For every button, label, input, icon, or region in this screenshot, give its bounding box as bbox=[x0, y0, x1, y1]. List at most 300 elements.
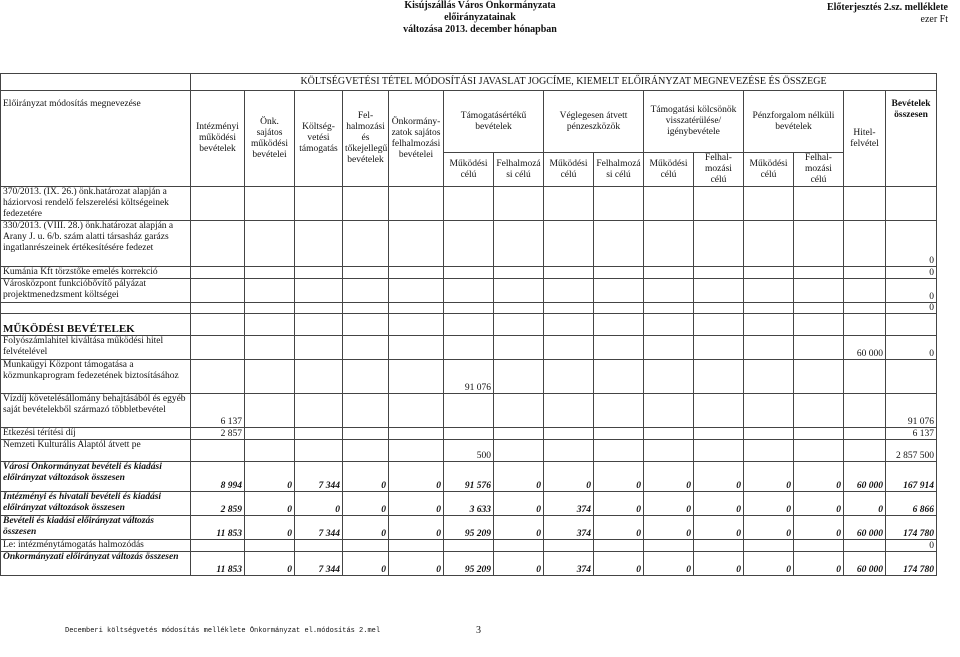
value-cell: 2 859 bbox=[191, 492, 245, 516]
value-cell bbox=[295, 394, 343, 428]
value-cell: 0 bbox=[794, 552, 844, 576]
value-cell: 11 853 bbox=[191, 552, 245, 576]
table-row bbox=[1, 336, 937, 360]
value-cell bbox=[694, 187, 744, 221]
value-cell: 0 bbox=[494, 552, 544, 576]
value-cell bbox=[744, 540, 794, 552]
value-cell bbox=[295, 314, 343, 336]
value-cell bbox=[694, 303, 744, 314]
value-cell: 0 bbox=[494, 462, 544, 492]
value-cell bbox=[694, 360, 744, 394]
value-cell bbox=[544, 394, 594, 428]
value-cell bbox=[343, 221, 389, 267]
value-cell: 7 344 bbox=[295, 462, 343, 492]
value-cell: 167 914 bbox=[886, 462, 937, 492]
value-cell bbox=[744, 267, 794, 279]
value-cell bbox=[494, 279, 544, 303]
value-cell: 0 bbox=[295, 492, 343, 516]
value-cell bbox=[594, 221, 644, 267]
row-label: Bevételi és kiadási előirányzat változás összesen bbox=[1, 516, 191, 540]
value-cell bbox=[245, 303, 295, 314]
value-cell: 0 bbox=[343, 552, 389, 576]
value-cell: 0 bbox=[644, 492, 694, 516]
value-cell: 6 866 bbox=[886, 492, 937, 516]
value-cell bbox=[744, 314, 794, 336]
value-cell bbox=[644, 303, 694, 314]
sub-header: Felhal-mozási célú bbox=[694, 153, 744, 187]
value-cell bbox=[343, 314, 389, 336]
value-cell bbox=[594, 336, 644, 360]
value-cell: 0 bbox=[343, 492, 389, 516]
value-cell bbox=[794, 221, 844, 267]
value-cell bbox=[191, 279, 245, 303]
value-cell bbox=[245, 540, 295, 552]
value-cell bbox=[295, 336, 343, 360]
value-cell bbox=[389, 428, 444, 440]
value-cell bbox=[444, 314, 494, 336]
value-cell bbox=[245, 221, 295, 267]
table-row bbox=[1, 279, 937, 303]
value-cell bbox=[794, 428, 844, 440]
value-cell: 0 bbox=[245, 492, 295, 516]
value-cell bbox=[544, 221, 594, 267]
value-cell: 0 bbox=[389, 462, 444, 492]
col-header-credit: Hitel-felvétel bbox=[844, 91, 886, 187]
value-cell bbox=[844, 440, 886, 462]
table-row bbox=[1, 187, 937, 221]
value-cell bbox=[494, 336, 544, 360]
row-label: Kumánia Kft törzstőke emelés korrekció bbox=[1, 267, 191, 279]
value-cell bbox=[794, 187, 844, 221]
value-cell bbox=[245, 187, 295, 221]
value-cell bbox=[644, 394, 694, 428]
value-cell: 0 bbox=[644, 516, 694, 540]
value-cell bbox=[444, 187, 494, 221]
sub-header: Felhalmozá si célú bbox=[494, 153, 544, 187]
row-label: Vízdíj követelésállomány behajtásából és egyéb saját bevételekből származó többletbevétel bbox=[1, 394, 191, 428]
col-header-noncash: Pénzforgalom nélküli bevételek bbox=[744, 91, 844, 153]
value-cell: 0 bbox=[694, 552, 744, 576]
row-label: Munkaügyi Központ támogatása a közmunkaprogram fedezetének biztosításához bbox=[1, 360, 191, 394]
row-label: Le: intézménytámogatás halmozódás bbox=[1, 540, 191, 552]
value-cell: 3 633 bbox=[444, 492, 494, 516]
value-cell bbox=[544, 314, 594, 336]
row-label: Önkormányzati előirányzat változás összesen bbox=[1, 552, 191, 576]
value-cell bbox=[694, 267, 744, 279]
value-cell bbox=[694, 394, 744, 428]
value-cell bbox=[494, 303, 544, 314]
value-cell: 0 bbox=[594, 462, 644, 492]
value-cell: 0 bbox=[389, 492, 444, 516]
value-cell bbox=[544, 267, 594, 279]
title-line-3: változása 2013. december hónapban bbox=[403, 24, 557, 35]
header-right bbox=[827, 2, 948, 26]
value-cell: 0 bbox=[343, 516, 389, 540]
value-cell bbox=[389, 267, 444, 279]
value-cell bbox=[794, 394, 844, 428]
col-header-description: Előirányzat módosítás megnevezése bbox=[1, 91, 191, 187]
value-cell: 0 bbox=[494, 516, 544, 540]
value-cell bbox=[494, 267, 544, 279]
value-cell: 11 853 bbox=[191, 516, 245, 540]
value-cell bbox=[295, 428, 343, 440]
table-row bbox=[1, 440, 937, 462]
row-label: 330/2013. (VIII. 28.) önk.határozat alapján a Arany J. u. 6/b. szám alatti társasház garázs ingatlanrészeinek értékesítésére fedezet bbox=[1, 221, 191, 267]
value-cell: 0 bbox=[794, 462, 844, 492]
value-cell bbox=[343, 336, 389, 360]
value-cell bbox=[544, 187, 594, 221]
value-cell bbox=[343, 440, 389, 462]
value-cell bbox=[191, 336, 245, 360]
col-header-grants: Támogatásértékű bevételek bbox=[444, 91, 544, 153]
value-cell bbox=[744, 221, 794, 267]
value-cell bbox=[644, 187, 694, 221]
sub-header: Működési célú bbox=[644, 153, 694, 187]
value-cell bbox=[844, 540, 886, 552]
value-cell bbox=[494, 360, 544, 394]
value-cell bbox=[343, 540, 389, 552]
value-cell bbox=[644, 336, 694, 360]
sub-header: Működési célú bbox=[444, 153, 494, 187]
value-cell bbox=[191, 187, 245, 221]
col-header-total: Bevételek összesen bbox=[886, 91, 937, 187]
unit-label: ezer Ft bbox=[920, 14, 948, 25]
value-cell bbox=[744, 336, 794, 360]
row-label: Városi Önkormányzat bevételi és kiadási előirányzat változások összesen bbox=[1, 462, 191, 492]
value-cell bbox=[295, 187, 343, 221]
value-cell: 60 000 bbox=[844, 552, 886, 576]
value-cell: 500 bbox=[444, 440, 494, 462]
value-cell: 6 137 bbox=[886, 428, 937, 440]
value-cell bbox=[295, 221, 343, 267]
value-cell bbox=[844, 303, 886, 314]
value-cell bbox=[844, 221, 886, 267]
value-cell bbox=[343, 187, 389, 221]
value-cell bbox=[794, 303, 844, 314]
sub-header: Felhalmozá si célú bbox=[594, 153, 644, 187]
value-cell: 0 bbox=[744, 462, 794, 492]
value-cell: 174 780 bbox=[886, 516, 937, 540]
value-cell bbox=[494, 540, 544, 552]
value-cell bbox=[694, 279, 744, 303]
value-cell: 60 000 bbox=[844, 336, 886, 360]
value-cell bbox=[245, 428, 295, 440]
value-cell bbox=[245, 394, 295, 428]
value-cell bbox=[389, 314, 444, 336]
value-cell bbox=[844, 187, 886, 221]
value-cell bbox=[295, 360, 343, 394]
value-cell: 0 bbox=[886, 279, 937, 303]
value-cell bbox=[886, 360, 937, 394]
value-cell: 60 000 bbox=[844, 462, 886, 492]
value-cell bbox=[494, 440, 544, 462]
table-row bbox=[1, 552, 937, 576]
document-title bbox=[0, 0, 960, 36]
value-cell bbox=[594, 279, 644, 303]
col-header-capital: Fel-halmozási és tőkejellegű bevételek bbox=[343, 91, 389, 187]
value-cell bbox=[245, 336, 295, 360]
table-row bbox=[1, 314, 937, 336]
value-cell bbox=[794, 440, 844, 462]
value-cell bbox=[844, 279, 886, 303]
value-cell bbox=[694, 336, 744, 360]
value-cell: 0 bbox=[694, 462, 744, 492]
value-cell bbox=[794, 279, 844, 303]
value-cell bbox=[844, 360, 886, 394]
value-cell bbox=[444, 303, 494, 314]
value-cell bbox=[389, 187, 444, 221]
row-label: MŰKÖDÉSI BEVÉTELEK bbox=[1, 314, 191, 336]
value-cell: 0 bbox=[389, 516, 444, 540]
value-cell bbox=[544, 303, 594, 314]
value-cell bbox=[295, 540, 343, 552]
value-cell bbox=[694, 428, 744, 440]
value-cell bbox=[444, 279, 494, 303]
value-cell bbox=[644, 440, 694, 462]
value-cell: 0 bbox=[694, 492, 744, 516]
value-cell bbox=[389, 336, 444, 360]
value-cell bbox=[544, 360, 594, 394]
value-cell bbox=[744, 360, 794, 394]
value-cell bbox=[494, 394, 544, 428]
table-body bbox=[1, 187, 937, 576]
value-cell: 0 bbox=[594, 492, 644, 516]
value-cell: 0 bbox=[886, 303, 937, 314]
value-cell bbox=[389, 303, 444, 314]
value-cell bbox=[644, 267, 694, 279]
col-header-municipal-capital: Önkormány-zatok sajátos felhalmozási bevételei bbox=[389, 91, 444, 187]
value-cell bbox=[744, 279, 794, 303]
value-cell bbox=[886, 187, 937, 221]
value-cell bbox=[744, 187, 794, 221]
value-cell: 374 bbox=[544, 492, 594, 516]
value-cell: 374 bbox=[544, 516, 594, 540]
value-cell bbox=[844, 428, 886, 440]
table-row bbox=[1, 428, 937, 440]
table-row bbox=[1, 462, 937, 492]
value-cell bbox=[343, 267, 389, 279]
sub-header: Működési célú bbox=[544, 153, 594, 187]
footer-file-text: Decemberi költségvetés módosítás melléklete Önkormányzat el.módosítás 2.mel bbox=[65, 627, 381, 635]
table-row bbox=[1, 221, 937, 267]
row-label: Intézményi és hivatali bevételi és kiadási előirányzat változások összesen bbox=[1, 492, 191, 516]
col-header-institutional: Intézményi működési bevételek bbox=[191, 91, 245, 187]
value-cell bbox=[744, 394, 794, 428]
value-cell bbox=[594, 267, 644, 279]
value-cell bbox=[594, 360, 644, 394]
row-label: Városközpont funkcióbővítő pályázat projektmenedzsment költségei bbox=[1, 279, 191, 303]
value-cell: 174 780 bbox=[886, 552, 937, 576]
row-label: Nemzeti Kulturális Alaptól átvett pe bbox=[1, 440, 191, 462]
attachment-label: Előterjesztés 2.sz. melléklete bbox=[826, 2, 948, 13]
row-label: 370/2013. (IX. 26.) önk.határozat alapján a háziorvosi rendelő felszerelési költségeinek fedezetére bbox=[1, 187, 191, 221]
value-cell bbox=[594, 540, 644, 552]
value-cell bbox=[245, 360, 295, 394]
value-cell bbox=[444, 394, 494, 428]
value-cell bbox=[794, 540, 844, 552]
value-cell bbox=[245, 440, 295, 462]
table-row bbox=[1, 394, 937, 428]
value-cell bbox=[494, 187, 544, 221]
value-cell bbox=[744, 428, 794, 440]
value-cell: 0 bbox=[594, 552, 644, 576]
value-cell bbox=[644, 314, 694, 336]
value-cell bbox=[794, 336, 844, 360]
value-cell bbox=[191, 540, 245, 552]
value-cell bbox=[389, 440, 444, 462]
value-cell bbox=[644, 428, 694, 440]
value-cell bbox=[245, 279, 295, 303]
value-cell bbox=[886, 314, 937, 336]
value-cell: 95 209 bbox=[444, 552, 494, 576]
value-cell: 0 bbox=[744, 492, 794, 516]
value-cell bbox=[191, 360, 245, 394]
budget-table-wrapper bbox=[0, 73, 936, 576]
value-cell: 0 bbox=[245, 552, 295, 576]
value-cell bbox=[343, 303, 389, 314]
value-cell bbox=[644, 360, 694, 394]
value-cell bbox=[389, 540, 444, 552]
table-caption: KÖLTSÉGVETÉSI TÉTEL MÓDOSÍTÁSI JAVASLAT JOGCÍME, KIEMELT ELŐIRÁNYZAT MEGNEVEZÉSE ÉS ÖSSZEGE bbox=[191, 74, 937, 91]
table-row bbox=[1, 516, 937, 540]
budget-table bbox=[0, 73, 937, 576]
value-cell: 374 bbox=[544, 552, 594, 576]
value-cell: 2 857 bbox=[191, 428, 245, 440]
value-cell bbox=[694, 221, 744, 267]
page-number: 3 bbox=[476, 625, 481, 636]
value-cell bbox=[694, 314, 744, 336]
value-cell: 0 bbox=[744, 516, 794, 540]
value-cell: 2 857 500 bbox=[886, 440, 937, 462]
value-cell bbox=[191, 440, 245, 462]
value-cell bbox=[494, 221, 544, 267]
corner-cell bbox=[1, 74, 191, 91]
value-cell: 0 bbox=[245, 516, 295, 540]
value-cell: 7 344 bbox=[295, 516, 343, 540]
table-row bbox=[1, 360, 937, 394]
value-cell bbox=[389, 279, 444, 303]
value-cell: 7 344 bbox=[295, 552, 343, 576]
value-cell bbox=[594, 394, 644, 428]
value-cell bbox=[295, 303, 343, 314]
value-cell bbox=[544, 279, 594, 303]
sub-header: Felhal-mozási célú bbox=[794, 153, 844, 187]
value-cell bbox=[191, 267, 245, 279]
col-header-municipal-operating: Önk. sajátos működési bevételei bbox=[245, 91, 295, 187]
value-cell: 0 bbox=[389, 552, 444, 576]
title-line-2: előirányzatainak bbox=[444, 12, 516, 23]
col-header-budget-support: Költség-vetési támogatás bbox=[295, 91, 343, 187]
value-cell: 0 bbox=[644, 462, 694, 492]
value-cell: 0 bbox=[494, 492, 544, 516]
value-cell bbox=[343, 360, 389, 394]
value-cell bbox=[444, 336, 494, 360]
value-cell bbox=[694, 440, 744, 462]
value-cell: 8 994 bbox=[191, 462, 245, 492]
value-cell: 0 bbox=[644, 552, 694, 576]
value-cell bbox=[444, 267, 494, 279]
value-cell: 0 bbox=[886, 267, 937, 279]
value-cell bbox=[594, 187, 644, 221]
table-row bbox=[1, 492, 937, 516]
col-header-loans: Támogatási kölcsönök visszatérülése/ igénybevétele bbox=[644, 91, 744, 153]
value-cell bbox=[644, 279, 694, 303]
value-cell: 0 bbox=[594, 516, 644, 540]
value-cell: 0 bbox=[886, 221, 937, 267]
value-cell bbox=[844, 314, 886, 336]
value-cell: 0 bbox=[343, 462, 389, 492]
value-cell bbox=[444, 540, 494, 552]
value-cell bbox=[544, 336, 594, 360]
row-label bbox=[1, 303, 191, 314]
value-cell: 95 209 bbox=[444, 516, 494, 540]
value-cell bbox=[444, 428, 494, 440]
value-cell bbox=[644, 540, 694, 552]
table-row bbox=[1, 540, 937, 552]
value-cell: 6 137 bbox=[191, 394, 245, 428]
value-cell: 60 000 bbox=[844, 516, 886, 540]
value-cell bbox=[389, 360, 444, 394]
value-cell: 0 bbox=[886, 336, 937, 360]
value-cell bbox=[245, 314, 295, 336]
value-cell bbox=[694, 540, 744, 552]
value-cell bbox=[494, 314, 544, 336]
value-cell bbox=[594, 303, 644, 314]
value-cell: 91 576 bbox=[444, 462, 494, 492]
value-cell: 0 bbox=[544, 462, 594, 492]
value-cell bbox=[544, 440, 594, 462]
value-cell bbox=[389, 221, 444, 267]
table-row bbox=[1, 303, 937, 314]
value-cell bbox=[389, 394, 444, 428]
value-cell: 91 076 bbox=[444, 360, 494, 394]
value-cell: 0 bbox=[794, 492, 844, 516]
value-cell bbox=[744, 440, 794, 462]
sub-header: Működési célú bbox=[744, 153, 794, 187]
value-cell bbox=[544, 540, 594, 552]
value-cell bbox=[594, 428, 644, 440]
col-header-transfers: Véglegesen átvett pénzeszközök bbox=[544, 91, 644, 153]
value-cell bbox=[844, 267, 886, 279]
title-line-1: Kisújszállás Város Önkormányzata bbox=[404, 0, 556, 11]
value-cell bbox=[594, 314, 644, 336]
value-cell bbox=[644, 221, 694, 267]
value-cell: 0 bbox=[694, 516, 744, 540]
value-cell: 0 bbox=[245, 462, 295, 492]
value-cell bbox=[295, 267, 343, 279]
value-cell: 0 bbox=[886, 540, 937, 552]
value-cell bbox=[494, 428, 544, 440]
table-row bbox=[1, 267, 937, 279]
value-cell: 0 bbox=[844, 492, 886, 516]
value-cell: 0 bbox=[794, 516, 844, 540]
value-cell bbox=[794, 267, 844, 279]
value-cell: 0 bbox=[744, 552, 794, 576]
value-cell bbox=[343, 394, 389, 428]
value-cell bbox=[191, 221, 245, 267]
value-cell bbox=[444, 221, 494, 267]
value-cell bbox=[245, 267, 295, 279]
value-cell: 91 076 bbox=[886, 394, 937, 428]
value-cell bbox=[191, 314, 245, 336]
value-cell bbox=[295, 279, 343, 303]
value-cell bbox=[744, 303, 794, 314]
value-cell bbox=[343, 428, 389, 440]
row-label: Folyószámlahitel kiváltása működési hitel felvételével bbox=[1, 336, 191, 360]
value-cell bbox=[544, 428, 594, 440]
value-cell bbox=[295, 440, 343, 462]
value-cell bbox=[594, 440, 644, 462]
